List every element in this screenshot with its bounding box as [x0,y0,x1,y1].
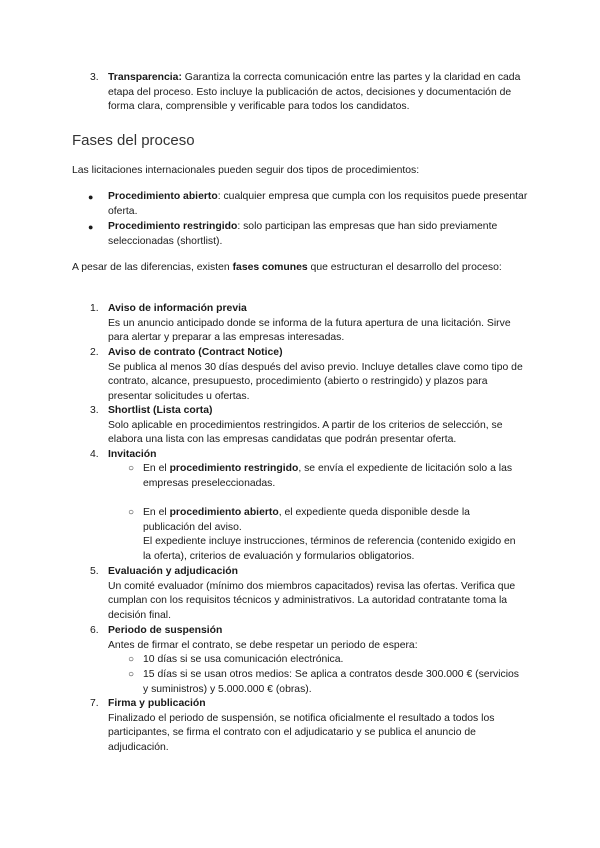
subitem-body [143,506,523,564]
phase-body [108,302,528,346]
subitem-text-after: , el expediente queda disponible desde la publicación del aviso. [143,507,470,533]
phase-text: Solo aplicable en procedimientos restringidos. A partir de los criterios de selección, se elabora una lista con las empresas candidatas que podrán presentar oferta. [108,419,503,446]
phase-body [108,404,528,448]
phase-text: Finalizado el periodo de suspensión, se notifica oficialmente el resultado a todos los participantes, se firma el contrato con el adjudicatario y se publica el anuncio de adjudicación. [108,712,495,753]
subitem-text-before: En el [143,507,170,518]
bullet-term: Procedimiento abierto [108,191,218,202]
principle-term: Transparencia: [108,72,182,83]
phase-body [108,624,528,653]
subitem-body: 10 días si se usa comunicación electrónica. [143,654,344,665]
list-number: 3. [90,405,99,416]
phase-title: Invitación [108,449,157,460]
bullet-body [108,190,528,219]
bullet-marker: ● [88,192,94,202]
bullet-body [108,220,528,249]
intro-paragraph: Las licitaciones internacionales pueden seguir dos tipos de procedimientos: [72,165,420,176]
subitem-extra: El expediente incluye instrucciones, términos de referencia (contenido exigido en la oferta), criterios de evaluación y formularios obligatorios. [143,536,516,562]
subitem-bold: procedimiento abierto [169,507,279,518]
list-number: 7. [90,698,99,709]
subitem-bold: procedimiento restringido [169,463,299,474]
list-number: 4. [90,449,99,460]
phase-body [108,565,528,623]
phase-text: Es un anuncio anticipado donde se informa de la futura apertura de una licitación. Sirve para alertar y preparar a las empresas interesadas. [108,317,511,344]
common-phases-paragraph [72,261,532,276]
subitem-body [143,462,523,491]
list-number: 5. [90,566,99,577]
phase-text: Se publica al menos 30 días después del aviso previo. Incluye detalles clave como tipo de contrato, alcance, presupuesto, procedimiento (abierto o restringido) y plazos para presentar solicitudes u ofertas. [108,361,523,402]
phase-title: Firma y publicación [108,698,206,709]
list-number: 2. [90,347,99,358]
list-number: 6. [90,625,99,636]
phase-body [108,346,528,404]
subitem-text-before: En el [143,463,170,474]
phase-title: Periodo de suspensión [108,625,223,636]
bullet-text: : solo participan las empresas que han sido previamente seleccionadas (shortlist). [108,221,498,247]
subitem-text-after: , se envía el expediente de licitación solo a las empresas preseleccionadas. [143,463,513,489]
common-bold: fases comunes [232,262,308,273]
phase-text: Un comité evaluador (mínimo dos miembros capacitados) revisa las ofertas. Verifica que cumplan con los requisitos técnicos y administrativos. La autoridad contratante toma la decisión final. [108,580,516,621]
list-number: 1. [90,303,99,314]
phase-text: Antes de firmar el contrato, se debe respetar un periodo de espera: [108,639,418,651]
principle-item-3-body [108,71,528,115]
list-number: 3. [90,72,99,83]
phase-title: Aviso de información previa [108,303,247,314]
subitem-marker: ○ [128,507,135,518]
phase-title: Evaluación y adjudicación [108,566,238,577]
subitem-marker: ○ [128,463,135,474]
bullet-text: : cualquier empresa que cumpla con los requisitos puede presentar oferta. [108,191,528,217]
section-heading: Fases del proceso [72,132,195,149]
phase-body [108,697,528,755]
common-before: A pesar de las diferencias, existen [72,262,233,273]
bullet-marker: ● [88,222,94,232]
subitem-marker: ○ [128,669,135,680]
subitem-marker: ○ [128,654,135,665]
bullet-term: Procedimiento restringido [108,221,238,232]
principle-text: Garantiza la correcta comunicación entre las partes y la claridad en cada etapa del proceso. Esto incluye la publicación de actos, decisiones y documentación de forma clara, comprensible y verificable para todos los candidatos. [108,72,521,113]
phase-body [108,448,528,463]
phase-title: Aviso de contrato (Contract Notice) [108,347,283,358]
common-after: que estructuran el desarrollo del proceso: [307,262,502,273]
phase-title: Shortlist (Lista corta) [108,405,213,416]
subitem-body: 15 días si se usan otros medios: Se aplica a contratos desde 300.000 € (servicios y suministros) y 5.000.000 € (obras). [143,669,520,695]
